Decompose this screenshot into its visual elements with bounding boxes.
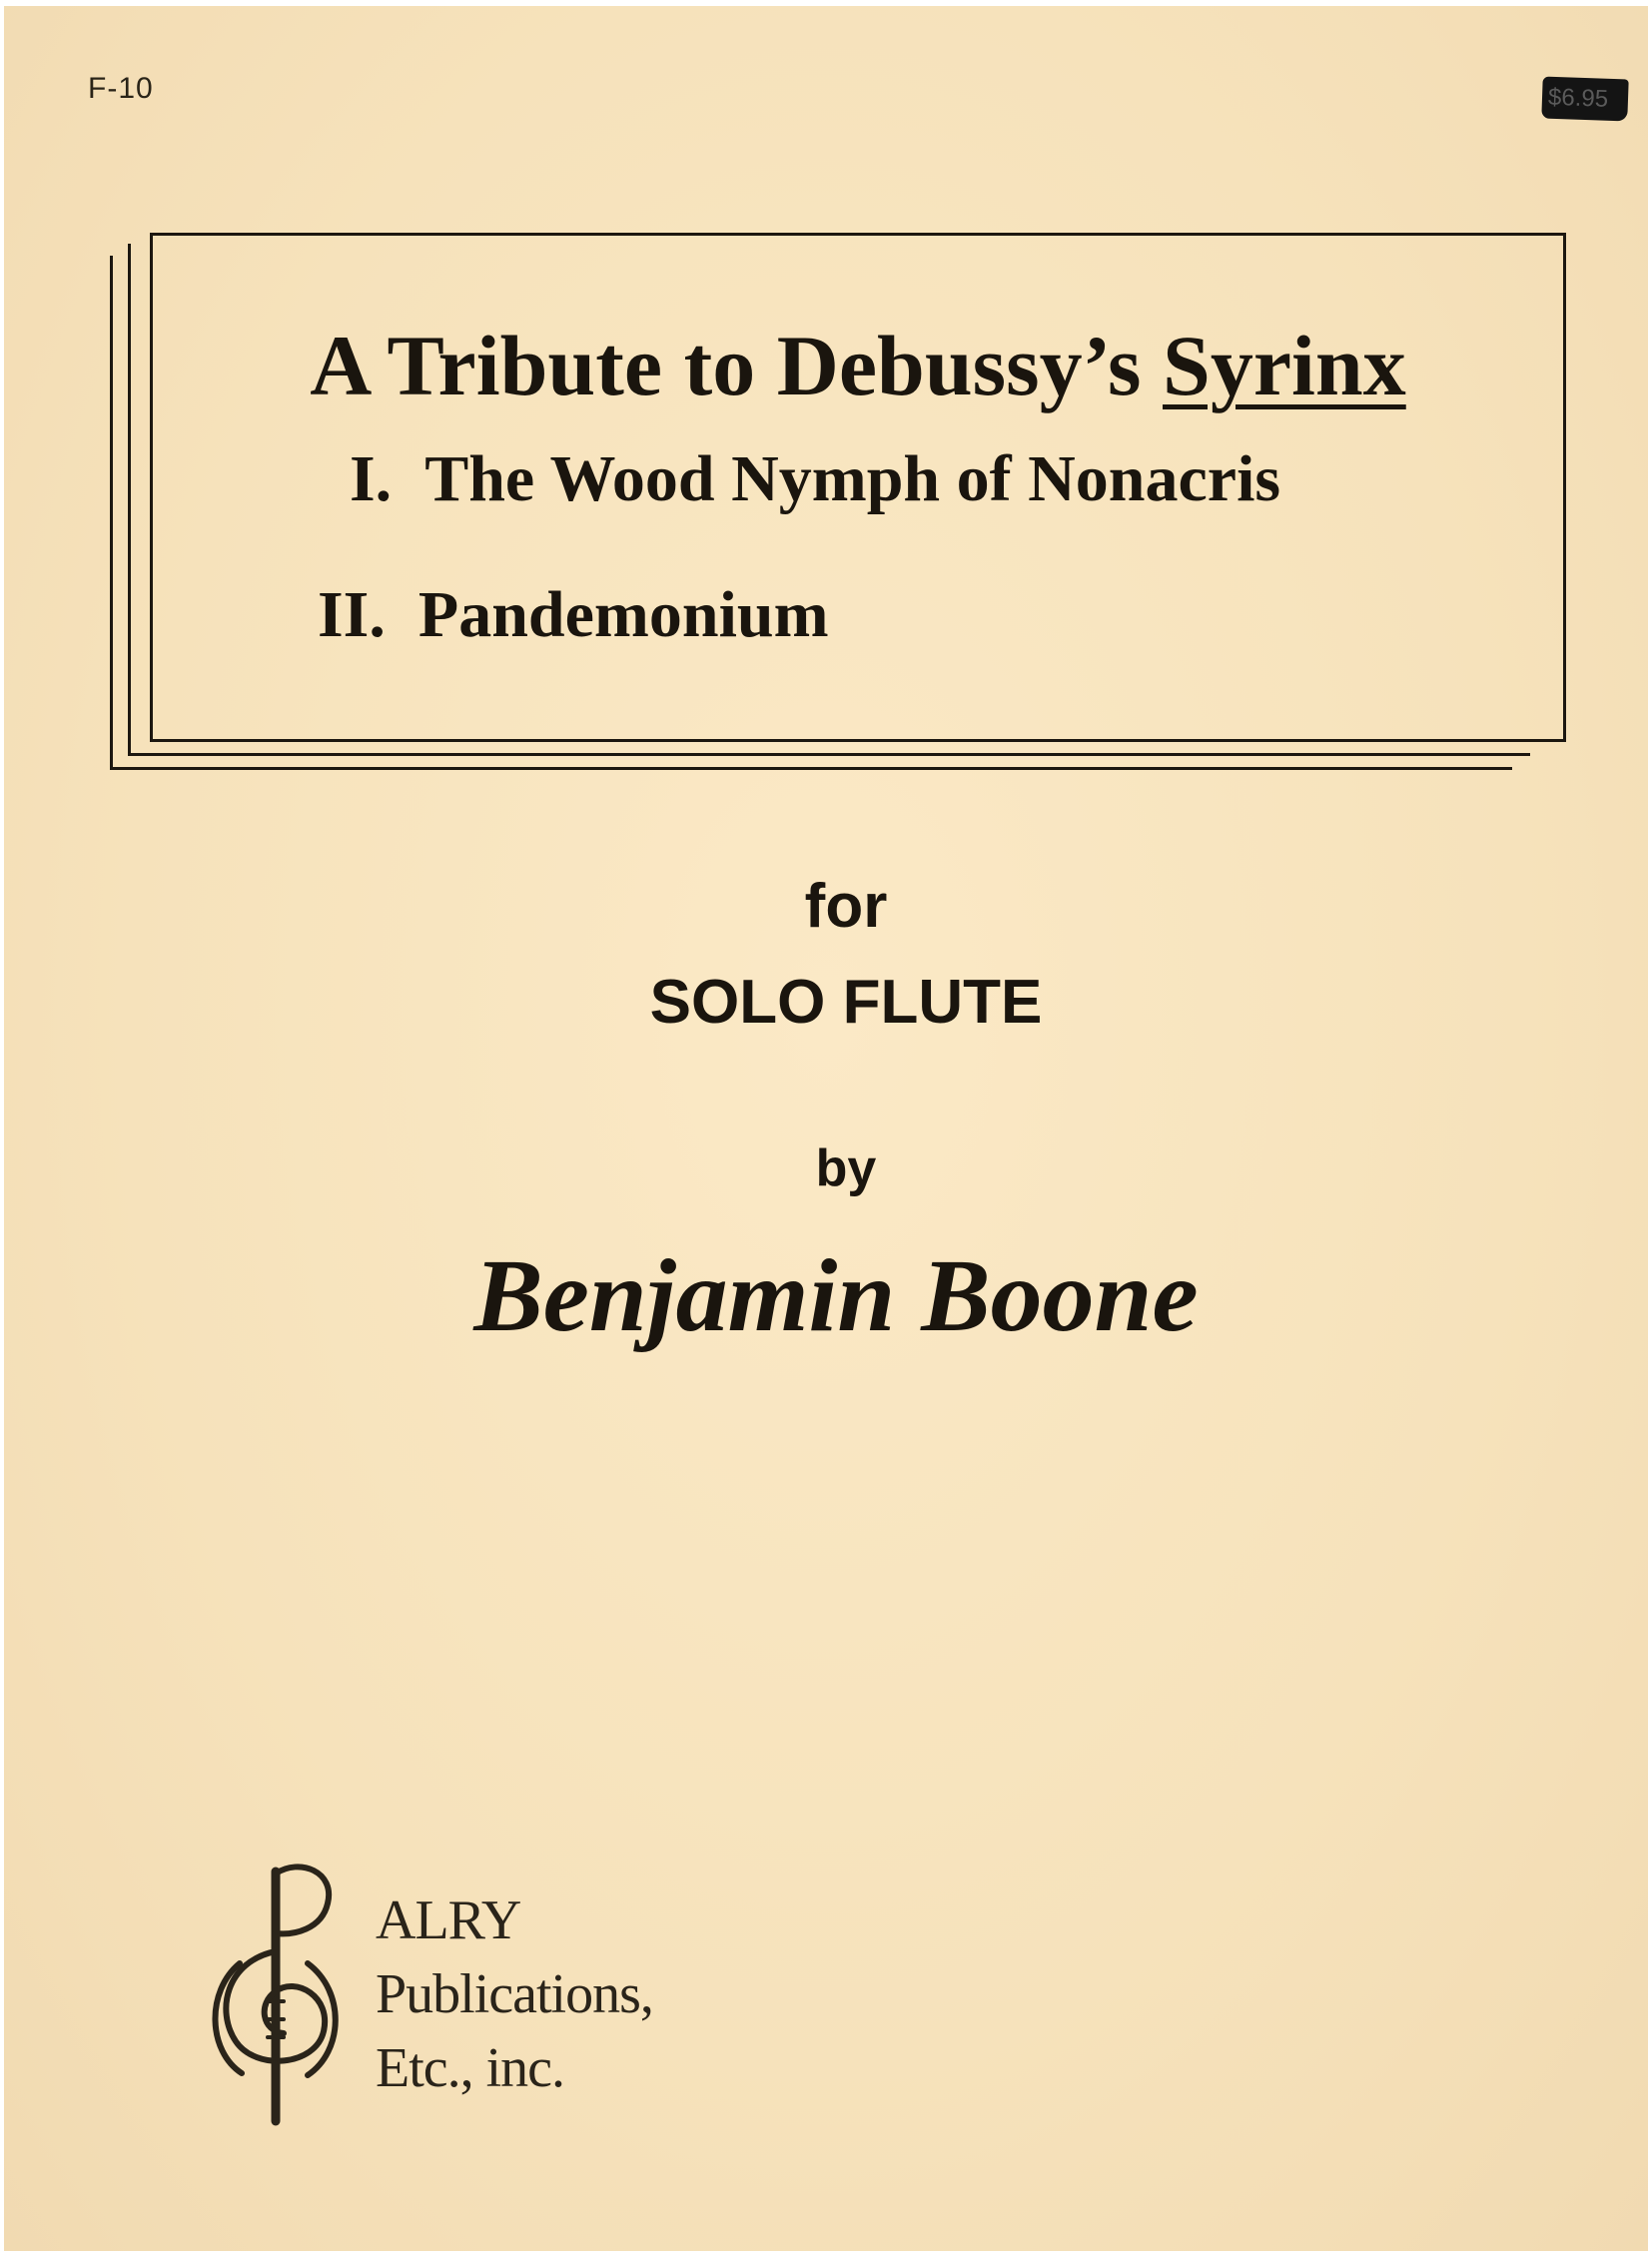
movement-2 bbox=[318, 577, 829, 653]
publisher-line-2: Publications, bbox=[376, 1963, 653, 2025]
movement-numeral: I. bbox=[350, 442, 393, 515]
movement-numeral: II. bbox=[318, 578, 386, 651]
sheet-music-cover bbox=[4, 6, 1648, 2251]
catalog-number: F-10 bbox=[88, 72, 154, 105]
publisher-line-1: ALRY bbox=[376, 1889, 521, 1951]
publisher-line-3: Etc., inc. bbox=[376, 2037, 565, 2099]
movement-name: The Wood Nymph of Nonacris bbox=[424, 442, 1281, 515]
movement-1 bbox=[350, 441, 1280, 517]
title-work-name: Syrinx bbox=[1163, 318, 1406, 413]
work-title bbox=[150, 316, 1566, 415]
by-label: by bbox=[815, 1139, 877, 1197]
for-label: for bbox=[804, 872, 888, 941]
price-sticker bbox=[1541, 77, 1628, 122]
composer-name: Benjamin Boone bbox=[473, 1238, 1199, 1353]
price-label: $6.95 bbox=[1547, 83, 1609, 113]
instrumentation: SOLO FLUTE bbox=[649, 968, 1043, 1037]
movement-name: Pandemonium bbox=[417, 578, 829, 651]
publisher-name bbox=[376, 1883, 653, 2105]
title-prefix: A Tribute to Debussy’s bbox=[310, 318, 1163, 413]
treble-clef-flute-logo-icon bbox=[196, 1852, 356, 2127]
